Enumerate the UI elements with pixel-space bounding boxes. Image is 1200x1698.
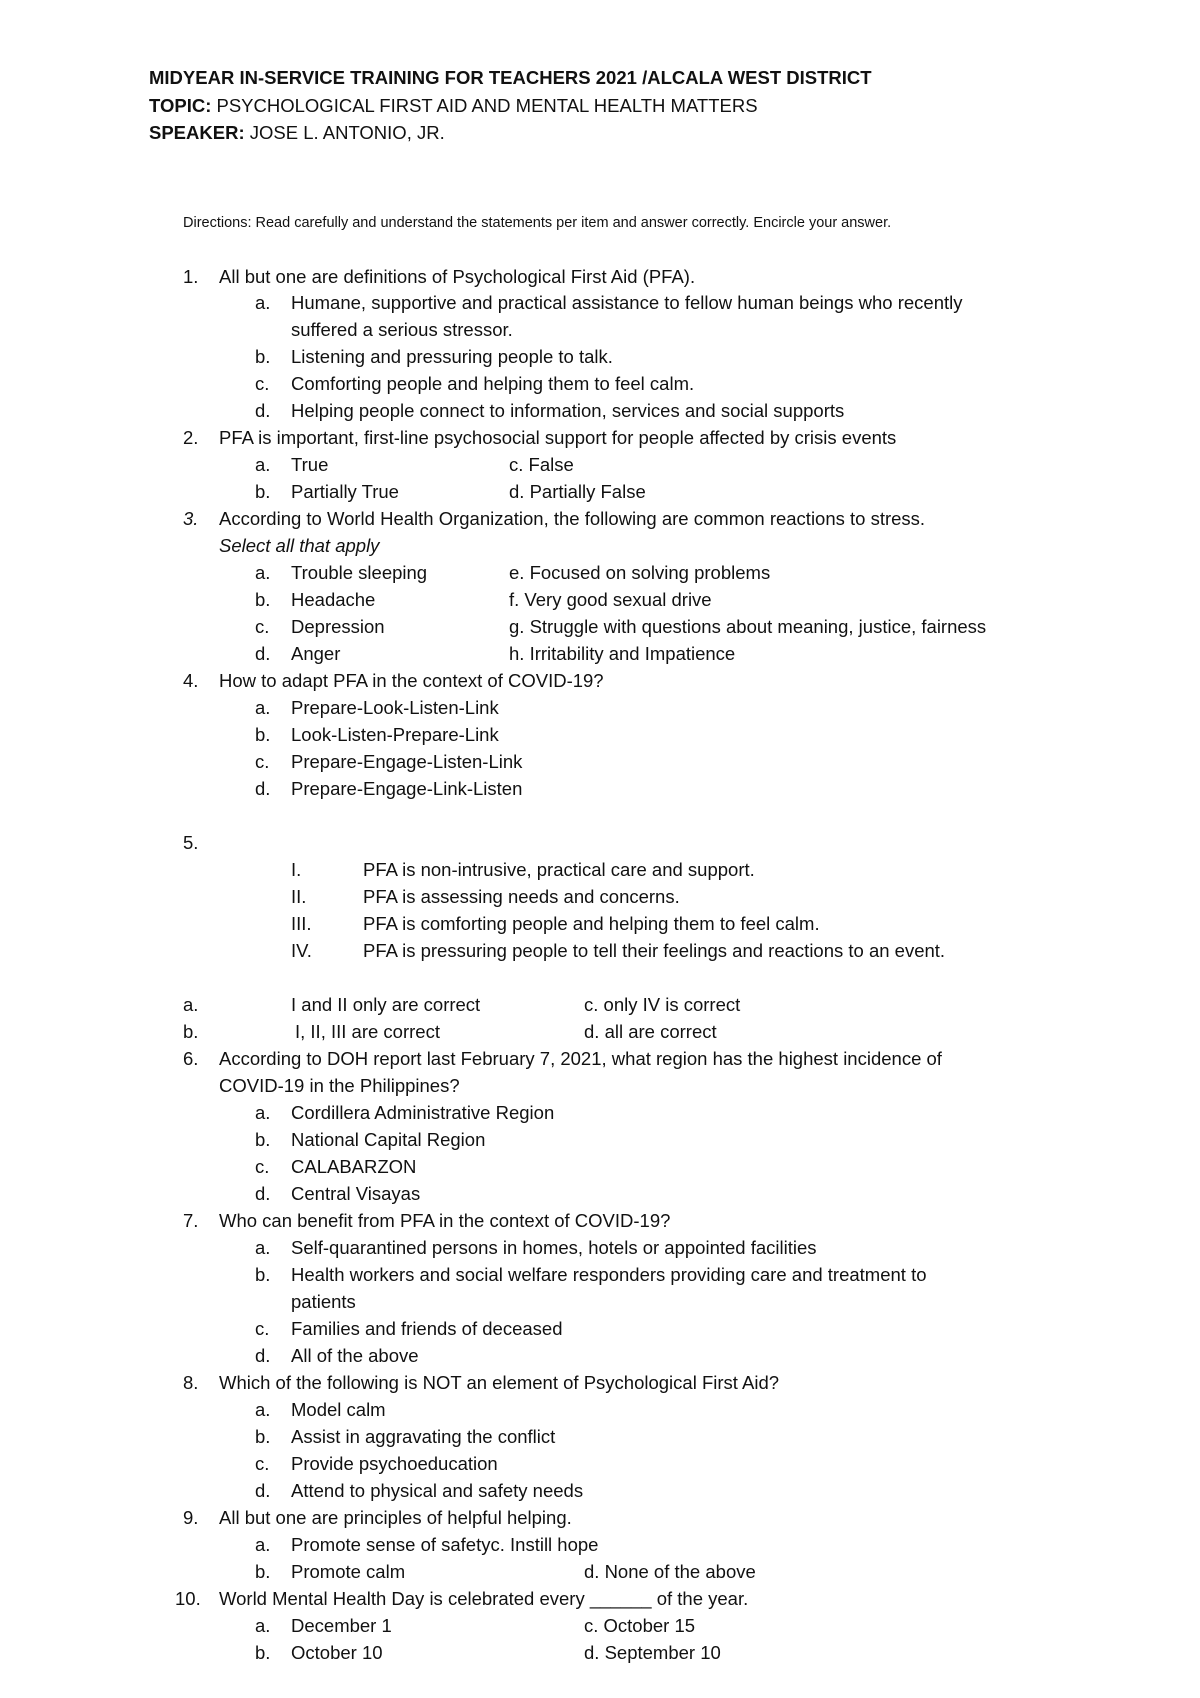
option-text: Promote sense of safetyc. Instill hope	[291, 1534, 599, 1555]
question-text: How to adapt PFA in the context of COVID-19?	[219, 670, 604, 691]
option-letter: b.	[255, 589, 271, 610]
option-text: d. Partially False	[509, 481, 646, 502]
option-text: October 10	[291, 1642, 383, 1663]
question-number: 8.	[183, 1372, 199, 1393]
header-speaker	[149, 122, 445, 144]
question-number: 7.	[183, 1210, 199, 1231]
option-text: Cordillera Administrative Region	[291, 1102, 555, 1123]
option-text: Humane, supportive and practical assistance to fellow human beings who recently	[291, 292, 963, 313]
option-text: I and II only are correct	[291, 994, 481, 1015]
option-text: Look-Listen-Prepare-Link	[291, 724, 499, 745]
option-letter: c.	[255, 373, 270, 394]
option-text: I, II, III are correct	[295, 1021, 440, 1042]
question-number: 9.	[183, 1507, 199, 1528]
option-letter: a.	[255, 1102, 271, 1123]
option-text: Central Visayas	[291, 1183, 421, 1204]
option-text: Families and friends of deceased	[291, 1318, 563, 1339]
option-letter: d.	[255, 1480, 271, 1501]
option-letter: b.	[255, 1426, 271, 1447]
option-letter: a.	[255, 562, 271, 583]
option-text: All of the above	[291, 1345, 419, 1366]
option-text: Self-quarantined persons in homes, hotels or appointed facilities	[291, 1237, 817, 1258]
question-text: All but one are definitions of Psychological First Aid (PFA).	[219, 266, 696, 287]
statement-roman: IV.	[291, 940, 312, 961]
option-text: c. only IV is correct	[584, 994, 741, 1015]
option-letter: a.	[255, 1399, 271, 1420]
statement-roman: II.	[291, 886, 307, 907]
option-text: Prepare-Engage-Listen-Link	[291, 751, 523, 772]
option-text: e. Focused on solving problems	[509, 562, 771, 583]
statement-text: PFA is pressuring people to tell their feelings and reactions to an event.	[363, 940, 946, 961]
option-text: Comforting people and helping them to feel calm.	[291, 373, 695, 394]
option-letter: b.	[255, 724, 271, 745]
option-text: d. all are correct	[584, 1021, 717, 1042]
option-text: h. Irritability and Impatience	[509, 643, 736, 664]
header-title: MIDYEAR IN-SERVICE TRAINING FOR TEACHERS 2021 /ALCALA WEST DISTRICT	[149, 67, 872, 88]
option-text: d. September 10	[584, 1642, 721, 1663]
option-text: patients	[291, 1291, 356, 1312]
question-note: Select all that apply	[219, 535, 380, 556]
option-letter: d.	[255, 643, 271, 664]
option-letter: d.	[255, 400, 271, 421]
question-number: 4.	[183, 670, 199, 691]
question-text: All but one are principles of helpful helping.	[219, 1507, 572, 1528]
option-letter: d.	[255, 1345, 271, 1366]
question-text: Which of the following is NOT an element of Psychological First Aid?	[219, 1372, 780, 1393]
option-text: Promote calm	[291, 1561, 406, 1582]
option-letter: b.	[255, 346, 271, 367]
option-letter: b.	[255, 481, 271, 502]
option-text: d. None of the above	[584, 1561, 756, 1582]
question-number: 5.	[183, 832, 199, 853]
statement-roman: III.	[291, 913, 312, 934]
question-text: According to DOH report last February 7, 2021, what region has the highest incidence of	[219, 1048, 942, 1069]
question-text: COVID-19 in the Philippines?	[219, 1075, 460, 1096]
question-text: Who can benefit from PFA in the context of COVID-19?	[219, 1210, 671, 1231]
option-letter: a.	[255, 1615, 271, 1636]
option-letter: c.	[255, 1318, 270, 1339]
option-text: Partially True	[291, 481, 399, 502]
header-topic	[149, 95, 758, 117]
option-letter: b.	[255, 1129, 271, 1150]
option-text: Trouble sleeping	[291, 562, 428, 583]
speaker-label: SPEAKER:	[149, 122, 245, 143]
option-letter: c.	[255, 616, 270, 637]
option-text: suffered a serious stressor.	[291, 319, 513, 340]
option-text: True	[291, 454, 329, 475]
question-number: 1.	[183, 266, 199, 287]
option-text: CALABARZON	[291, 1156, 417, 1177]
option-letter: b.	[255, 1264, 271, 1285]
option-text: Listening and pressuring people to talk.	[291, 346, 613, 367]
option-text: National Capital Region	[291, 1129, 486, 1150]
option-text: Attend to physical and safety needs	[291, 1480, 584, 1501]
question-text: PFA is important, first-line psychosocial support for people affected by crisis events	[219, 427, 897, 448]
option-letter: a.	[255, 1534, 271, 1555]
statement-text: PFA is non-intrusive, practical care and support.	[363, 859, 755, 880]
option-letter: b.	[183, 1021, 199, 1042]
option-text: Anger	[291, 643, 341, 664]
topic-label: TOPIC:	[149, 95, 212, 116]
option-letter: a.	[255, 697, 271, 718]
option-text: c. October 15	[584, 1615, 696, 1636]
option-letter: a.	[183, 994, 199, 1015]
option-letter: d.	[255, 1183, 271, 1204]
question-text: World Mental Health Day is celebrated every ______ of the year.	[219, 1588, 749, 1609]
option-letter: c.	[255, 1453, 270, 1474]
speaker-value: JOSE L. ANTONIO, JR.	[249, 122, 445, 143]
statement-text: PFA is comforting people and helping them to feel calm.	[363, 913, 820, 934]
option-text: Helping people connect to information, services and social supports	[291, 400, 845, 421]
option-letter: c.	[255, 1156, 270, 1177]
option-text: Prepare-Engage-Link-Listen	[291, 778, 523, 799]
question-text: According to World Health Organization, the following are common reactions to stress.	[219, 508, 926, 529]
question-number: 10.	[175, 1588, 201, 1609]
option-text: Prepare-Look-Listen-Link	[291, 697, 499, 718]
option-text: g. Struggle with questions about meaning, justice, fairness	[509, 616, 987, 637]
option-letter: c.	[255, 751, 270, 772]
option-text: Assist in aggravating the conflict	[291, 1426, 556, 1447]
question-number: 6.	[183, 1048, 199, 1069]
topic-value: PSYCHOLOGICAL FIRST AID AND MENTAL HEALTH MATTERS	[216, 95, 758, 116]
option-letter: a.	[255, 454, 271, 475]
option-text: December 1	[291, 1615, 392, 1636]
option-text: Provide psychoeducation	[291, 1453, 498, 1474]
option-letter: d.	[255, 778, 271, 799]
statement-text: PFA is assessing needs and concerns.	[363, 886, 680, 907]
option-letter: b.	[255, 1642, 271, 1663]
option-text: Model calm	[291, 1399, 386, 1420]
option-text: f. Very good sexual drive	[509, 589, 712, 610]
option-letter: a.	[255, 1237, 271, 1258]
option-text: c. False	[509, 454, 574, 475]
question-number: 3.	[183, 508, 199, 529]
directions: Directions: Read carefully and understand the statements per item and answer correctly. Encircle your answer.	[183, 215, 892, 231]
option-letter: b.	[255, 1561, 271, 1582]
option-text: Depression	[291, 616, 385, 637]
option-letter: a.	[255, 292, 271, 313]
statement-roman: I.	[291, 859, 302, 880]
question-number: 2.	[183, 427, 199, 448]
option-text: Health workers and social welfare responders providing care and treatment to	[291, 1264, 927, 1285]
option-text: Headache	[291, 589, 376, 610]
